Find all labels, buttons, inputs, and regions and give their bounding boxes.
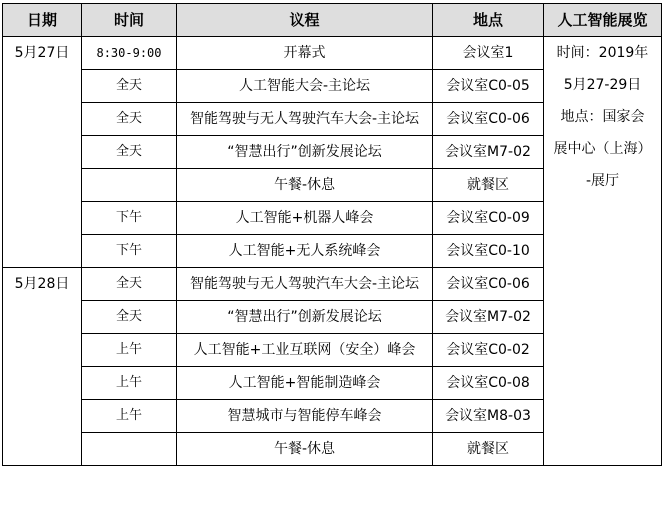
agenda-cell: 人工智能+机器人峰会 xyxy=(177,202,433,235)
schedule-table xyxy=(2,3,662,466)
time-cell: 8:30-9:00 xyxy=(82,37,177,70)
date-cell: 5月28日 xyxy=(3,268,82,466)
header-agenda: 议程 xyxy=(177,4,433,37)
location-cell: 会议室C0-06 xyxy=(433,103,544,136)
time-cell: 全天 xyxy=(82,70,177,103)
table-row xyxy=(3,37,662,70)
agenda-cell: “智慧出行”创新发展论坛 xyxy=(177,136,433,169)
expo-info-cell xyxy=(544,37,662,466)
time-cell: 下午 xyxy=(82,235,177,268)
time-cell xyxy=(82,169,177,202)
location-cell: 会议室M7-02 xyxy=(433,136,544,169)
expo-line: 时间：2019年 xyxy=(556,45,649,61)
agenda-cell: 智能驾驶与无人驾驶汽车大会-主论坛 xyxy=(177,268,433,301)
expo-line: 展中心（上海） xyxy=(553,141,652,157)
header-expo: 人工智能展览 xyxy=(544,4,662,37)
location-cell: 会议室C0-10 xyxy=(433,235,544,268)
header-time: 时间 xyxy=(82,4,177,37)
time-cell: 全天 xyxy=(82,268,177,301)
agenda-cell: 人工智能+工业互联网（安全）峰会 xyxy=(177,334,433,367)
time-cell: 全天 xyxy=(82,136,177,169)
time-cell xyxy=(82,433,177,466)
agenda-cell: 智能驾驶与无人驾驶汽车大会-主论坛 xyxy=(177,103,433,136)
location-cell: 会议室C0-06 xyxy=(433,268,544,301)
expo-line: -展厅 xyxy=(585,173,620,189)
location-cell: 就餐区 xyxy=(433,169,544,202)
time-cell: 全天 xyxy=(82,301,177,334)
time-cell: 全天 xyxy=(82,103,177,136)
location-cell: 会议室C0-09 xyxy=(433,202,544,235)
agenda-cell: 人工智能大会-主论坛 xyxy=(177,70,433,103)
agenda-cell: 人工智能+无人系统峰会 xyxy=(177,235,433,268)
agenda-cell: 人工智能+智能制造峰会 xyxy=(177,367,433,400)
location-cell: 会议室1 xyxy=(433,37,544,70)
agenda-cell: 午餐-休息 xyxy=(177,433,433,466)
header-date: 日期 xyxy=(3,4,82,37)
time-cell: 上午 xyxy=(82,367,177,400)
location-cell: 会议室C0-05 xyxy=(433,70,544,103)
agenda-cell: “智慧出行”创新发展论坛 xyxy=(177,301,433,334)
location-cell: 会议室M7-02 xyxy=(433,301,544,334)
header-location: 地点 xyxy=(433,4,544,37)
agenda-cell: 智慧城市与智能停车峰会 xyxy=(177,400,433,433)
location-cell: 会议室C0-02 xyxy=(433,334,544,367)
agenda-cell: 午餐-休息 xyxy=(177,169,433,202)
location-cell: 会议室C0-08 xyxy=(433,367,544,400)
date-cell: 5月27日 xyxy=(3,37,82,268)
time-cell: 上午 xyxy=(82,400,177,433)
time-cell: 下午 xyxy=(82,202,177,235)
header-row xyxy=(3,4,662,37)
time-cell: 上午 xyxy=(82,334,177,367)
expo-line: 5月27-29日 xyxy=(563,77,642,93)
expo-line: 地点：国家会 xyxy=(560,109,645,125)
agenda-cell: 开幕式 xyxy=(177,37,433,70)
location-cell: 会议室M8-03 xyxy=(433,400,544,433)
location-cell: 就餐区 xyxy=(433,433,544,466)
